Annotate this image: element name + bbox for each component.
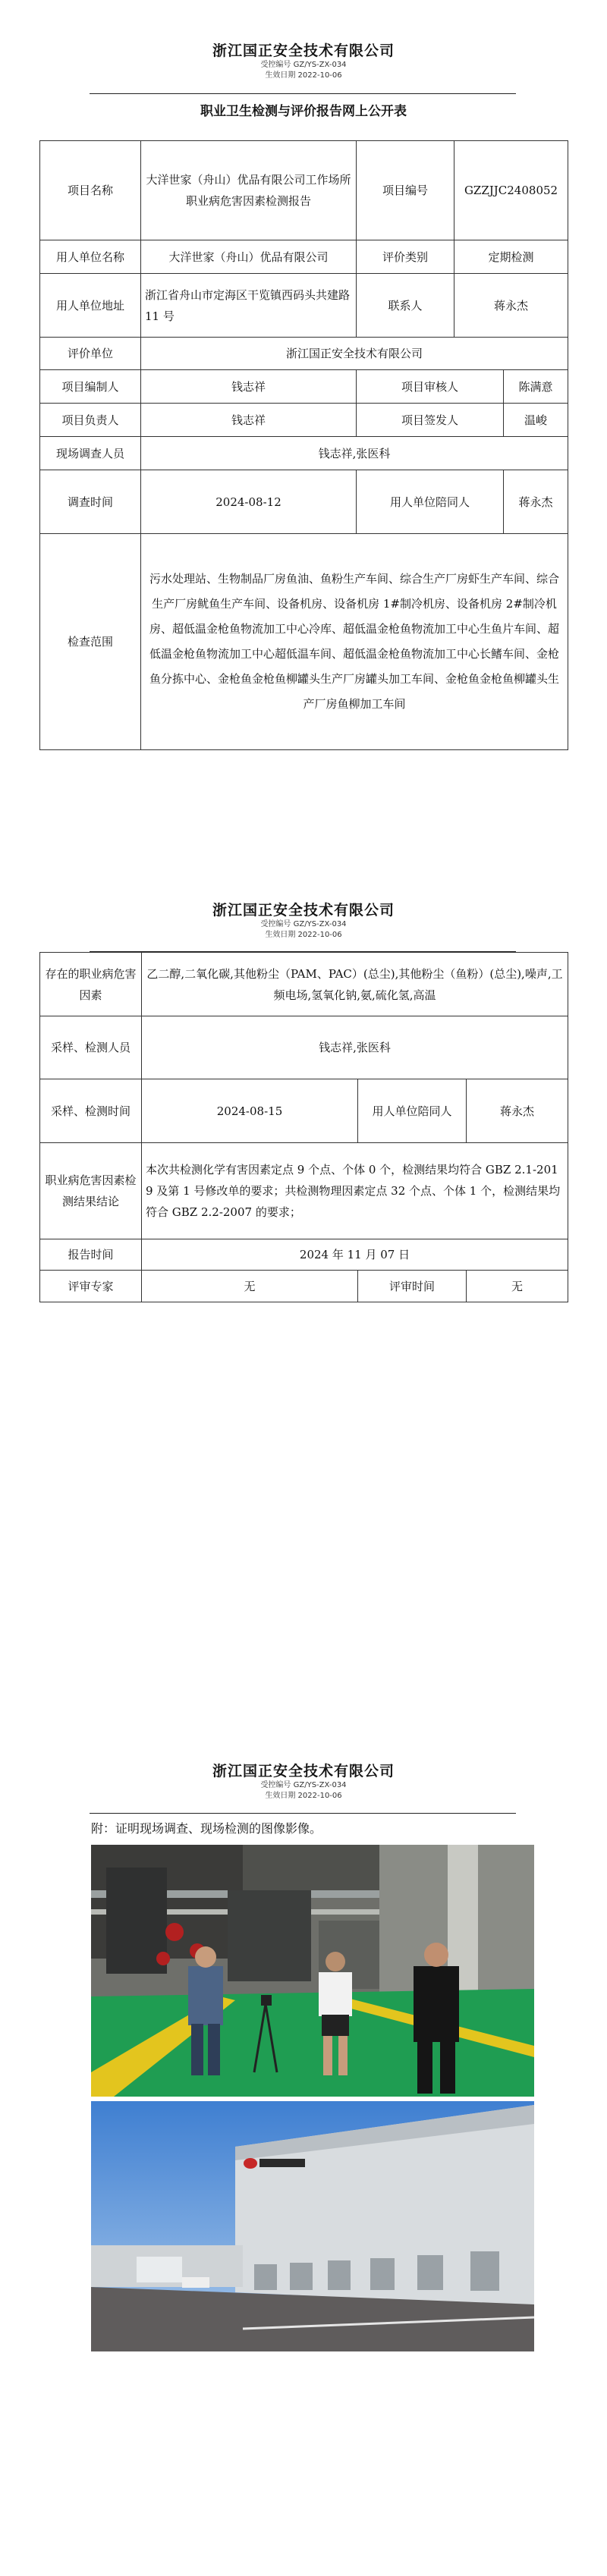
eval-unit-label: 评价单位 [40,338,141,370]
company-name: 浙江国正安全技术有限公司 [212,902,395,919]
project-name: 大洋世家（舟山）优品有限公司工作场所职业病危害因素检测报告 [141,141,357,240]
compiler-label: 项目编制人 [40,370,141,404]
disclosure-table-2 [39,952,568,1302]
scope-label: 检查范围 [40,534,141,750]
conclusion-label: 职业病危害因素检测结果结论 [40,1143,142,1239]
reviewer: 陈满意 [504,370,568,404]
factory-exterior-photo [91,2101,534,2351]
sampling-time-label: 采样、检测时间 [40,1079,142,1143]
header-rule [90,93,516,94]
effective-date: 生效日期 2022-10-06 [265,71,342,80]
survey-time-label: 调查时间 [40,470,141,534]
reviewer-label: 项目审核人 [357,370,504,404]
project-no-label: 项目编号 [357,141,454,240]
hazards-label: 存在的职业病危害因素 [40,953,142,1016]
signer: 温峻 [504,404,568,437]
companion: 蒋永杰 [504,470,568,534]
doc-code: 受控编号 GZ/YS-ZX-034 [260,1781,347,1789]
project-no: GZZJJC2408052 [454,141,568,240]
doc-code: 受控编号 GZ/YS-ZX-034 [260,61,347,69]
employer-label: 用人单位名称 [40,240,141,274]
contact: 蒋永杰 [454,274,568,338]
disclosure-table-1 [39,140,568,750]
review-time-label: 评审时间 [358,1271,467,1302]
factory-exterior-image [91,2101,534,2351]
effective-date: 生效日期 2022-10-06 [265,1792,342,1800]
eval-unit: 浙江国正安全技术有限公司 [141,338,568,370]
project-name-label: 项目名称 [40,141,141,240]
surveyor: 钱志祥,张医科 [141,437,568,470]
companion-label: 用人单位陪同人 [357,470,504,534]
signer-label: 项目签发人 [357,404,504,437]
page2-header [0,899,607,941]
address: 浙江省舟山市定海区干览镇西码头共建路 11 号 [141,274,357,338]
eval-type: 定期检测 [454,240,568,274]
report-time: 2024 年 11 月 07 日 [142,1239,568,1271]
page1-header [0,39,607,81]
conclusion: 本次共检测化学有害因素定点 9 个点、个体 0 个，检测结果均符合 GBZ 2.1-2019 及第 1 号修改单的要求；共检测物理因素定点 32 个点、个体 1 个，检测结果均符合 GBZ 2.2-2007 的要求； [142,1143,568,1239]
experts-label: 评审专家 [40,1271,142,1302]
review-time: 无 [467,1271,568,1302]
sampling-staff-label: 采样、检测人员 [40,1016,142,1079]
companion-label: 用人单位陪同人 [358,1079,467,1143]
sampling-time: 2024-08-15 [142,1079,358,1143]
scope: 污水处理站、生物制品厂房鱼油、鱼粉生产车间、综合生产厂房虾生产车间、综合生产厂房鱿鱼生产车间、设备机房、设备机房 1#制冷机房、设备机房 2#制冷机房、超低温金枪鱼物流加工中心冷库、超低温金枪鱼物流加工中心生鱼片车间、超低温金枪鱼物流加工中心超低温车间、超低温金枪鱼物流加工中心长鳍车间、金枪鱼分拣中心、金枪鱼金枪鱼柳罐头生产厂房罐头加工车间、金枪鱼金枪鱼柳罐头生产厂房鱼柳加工车间 [141,534,568,750]
eval-type-label: 评价类别 [357,240,454,274]
leader-label: 项目负责人 [40,404,141,437]
experts: 无 [142,1271,358,1302]
surveyor-label: 现场调查人员 [40,437,141,470]
companion: 蒋永杰 [467,1079,568,1143]
company-name: 浙江国正安全技术有限公司 [212,1763,395,1780]
site-survey-image [91,1845,534,2097]
page3-header [0,1760,607,1802]
report-time-label: 报告时间 [40,1239,142,1271]
leader: 钱志祥 [141,404,357,437]
sampling-staff: 钱志祥,张医科 [142,1016,568,1079]
page-title: 职业卫生检测与评价报告网上公开表 [200,104,407,119]
address-label: 用人单位地址 [40,274,141,338]
header-rule [90,1813,516,1814]
survey-time: 2024-08-12 [141,470,357,534]
contact-label: 联系人 [357,274,454,338]
company-name: 浙江国正安全技术有限公司 [212,42,395,59]
hazards: 乙二醇,二氧化碳,其他粉尘（PAM、PAC）(总尘),其他粉尘（鱼粉）(总尘),噪声,工频电场,氢氧化钠,氨,硫化氢,高温 [142,953,568,1016]
appendix-caption: 附：证明现场调查、现场检测的图像影像。 [91,1821,322,1836]
compiler: 钱志祥 [141,370,357,404]
effective-date: 生效日期 2022-10-06 [265,931,342,939]
doc-code: 受控编号 GZ/YS-ZX-034 [260,920,347,928]
site-survey-photo [91,1845,534,2097]
employer: 大洋世家（舟山）优品有限公司 [141,240,357,274]
